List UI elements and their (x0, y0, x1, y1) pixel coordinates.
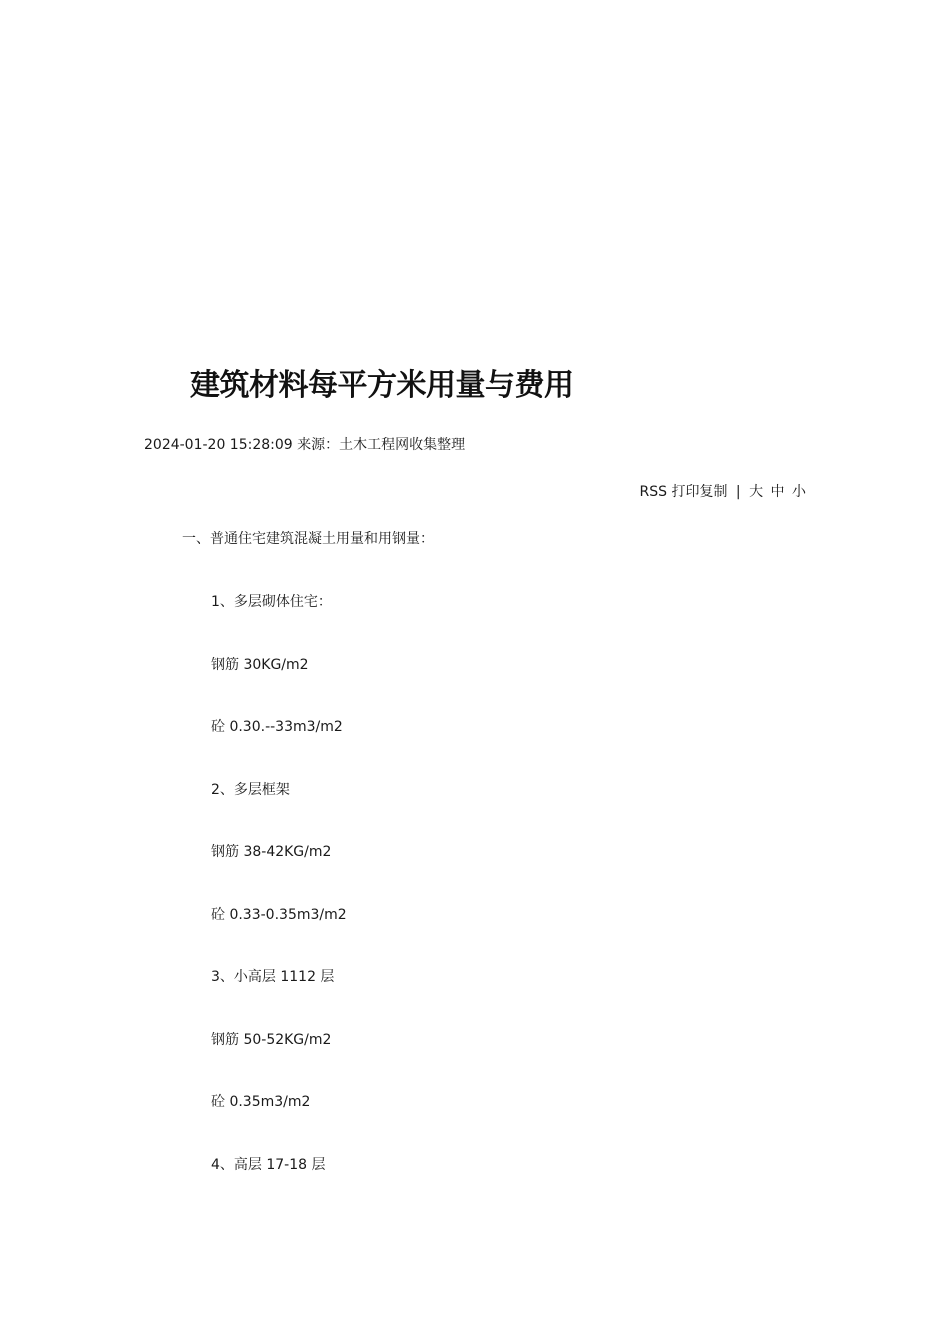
toolbar-separator: | (735, 484, 741, 500)
copy-link[interactable]: 复制 (699, 484, 728, 500)
font-size-small-link[interactable]: 小 (792, 484, 806, 500)
content-line: 1、多层砌体住宅： (211, 594, 332, 610)
content-line: 钢筋 38-42KG/m2 (211, 844, 332, 860)
font-size-large-link[interactable]: 大 (749, 484, 764, 500)
content-line: 4、高层 17-18 层 (211, 1156, 326, 1173)
section-heading: 一、普通住宅建筑混凝土用量和用钢量： (182, 531, 434, 547)
article-title: 建筑材料每平方米用量与费用 (190, 368, 574, 403)
content-line: 砼 0.33-0.35m3/m2 (211, 906, 347, 923)
article-meta: 2024-01-20 15:28:09 来源：土木工程网收集整理 (144, 437, 466, 453)
content-line: 2、多层框架 (211, 781, 290, 798)
print-link[interactable]: 打印 (671, 484, 700, 500)
content-line: 钢筋 50-52KG/m2 (211, 1031, 332, 1048)
font-size-medium-link[interactable]: 中 (770, 484, 785, 500)
content-lines (211, 592, 347, 1217)
content-line: 砼 0.35m3/m2 (211, 1094, 311, 1110)
content-line: 3、小高层 1112 层 (211, 969, 335, 985)
article-toolbar (640, 482, 807, 502)
rss-link[interactable]: RSS (639, 484, 668, 500)
content-line: 钢筋 30KG/m2 (211, 656, 309, 673)
content-line: 砼 0.30.--33m3/m2 (211, 719, 343, 735)
